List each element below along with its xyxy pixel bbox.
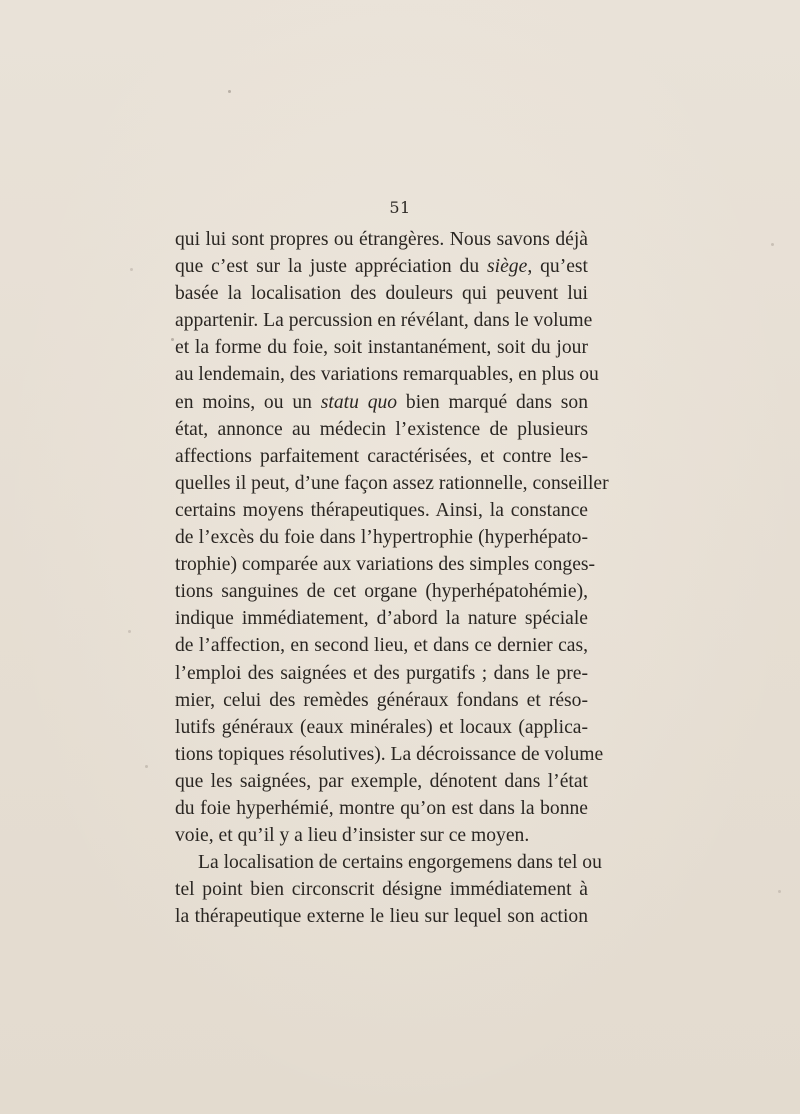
text-line: indique immédiatement, d’abord la nature spéciale bbox=[175, 608, 588, 630]
text-line: de l’excès du foie dans l’hypertrophie (hyperhépato- bbox=[175, 527, 588, 549]
text-line: du foie hyperhémié, montre qu’on est dans la bonne bbox=[175, 797, 588, 819]
page-number: 51 bbox=[389, 198, 411, 217]
text-line: au lendemain, des variations remarquables, en plus ou bbox=[175, 364, 599, 386]
paper-speck bbox=[130, 268, 133, 271]
text-line: certains moyens thérapeutiques. Ainsi, la constance bbox=[175, 499, 588, 521]
text-line: la thérapeutique externe le lieu sur lequel son action bbox=[175, 906, 588, 928]
text-line: l’emploi des saignées et des purgatifs ; dans le pre- bbox=[175, 662, 588, 684]
body-text bbox=[175, 226, 609, 930]
text-line: trophie) comparée aux variations des simples conges- bbox=[175, 554, 596, 576]
text-line: état, annonce au médecin l’existence de plusieurs bbox=[175, 418, 588, 440]
text-line: tions topiques résolutives). La décroissance de volume bbox=[175, 743, 604, 765]
text-line: que c’est sur la juste appréciation du siège, qu’est bbox=[175, 256, 588, 278]
text-line: quelles il peut, d’une façon assez rationnelle, conseiller bbox=[175, 472, 609, 494]
text-line: tel point bien circonscrit désigne immédiatement à bbox=[175, 879, 588, 901]
text-line: qui lui sont propres ou étrangères. Nous savons déjà bbox=[175, 229, 588, 250]
text-line: lutifs généraux (eaux minérales) et locaux (applica- bbox=[175, 716, 588, 738]
paper-speck bbox=[171, 338, 174, 341]
text-line: mier, celui des remèdes généraux fondans et réso- bbox=[175, 689, 588, 711]
paper-speck bbox=[778, 890, 781, 893]
text-line: La localisation de certains engorgemens dans tel ou bbox=[198, 852, 602, 874]
text-line: appartenir. La percussion en révélant, dans le volume bbox=[175, 310, 593, 332]
text-line: que les saignées, par exemple, dénotent dans l’état bbox=[175, 770, 588, 792]
paper-speck bbox=[128, 630, 131, 633]
text-line: voie, et qu’il y a lieu d’insister sur ce moyen. bbox=[175, 825, 530, 847]
text-line: basée la localisation des douleurs qui peuvent lui bbox=[175, 283, 588, 305]
paper-speck bbox=[145, 765, 148, 768]
paper-speck bbox=[771, 243, 774, 246]
text-line: en moins, ou un statu quo bien marqué dans son bbox=[175, 391, 588, 413]
text-line: et la forme du foie, soit instantanément, soit du jour bbox=[175, 337, 588, 359]
paper-speck bbox=[228, 90, 231, 93]
text-line: affections parfaitement caractérisées, et contre les- bbox=[175, 445, 588, 467]
text-line: tions sanguines de cet organe (hyperhépatohémie), bbox=[175, 581, 588, 603]
text-line: de l’affection, en second lieu, et dans ce dernier cas, bbox=[175, 635, 588, 657]
